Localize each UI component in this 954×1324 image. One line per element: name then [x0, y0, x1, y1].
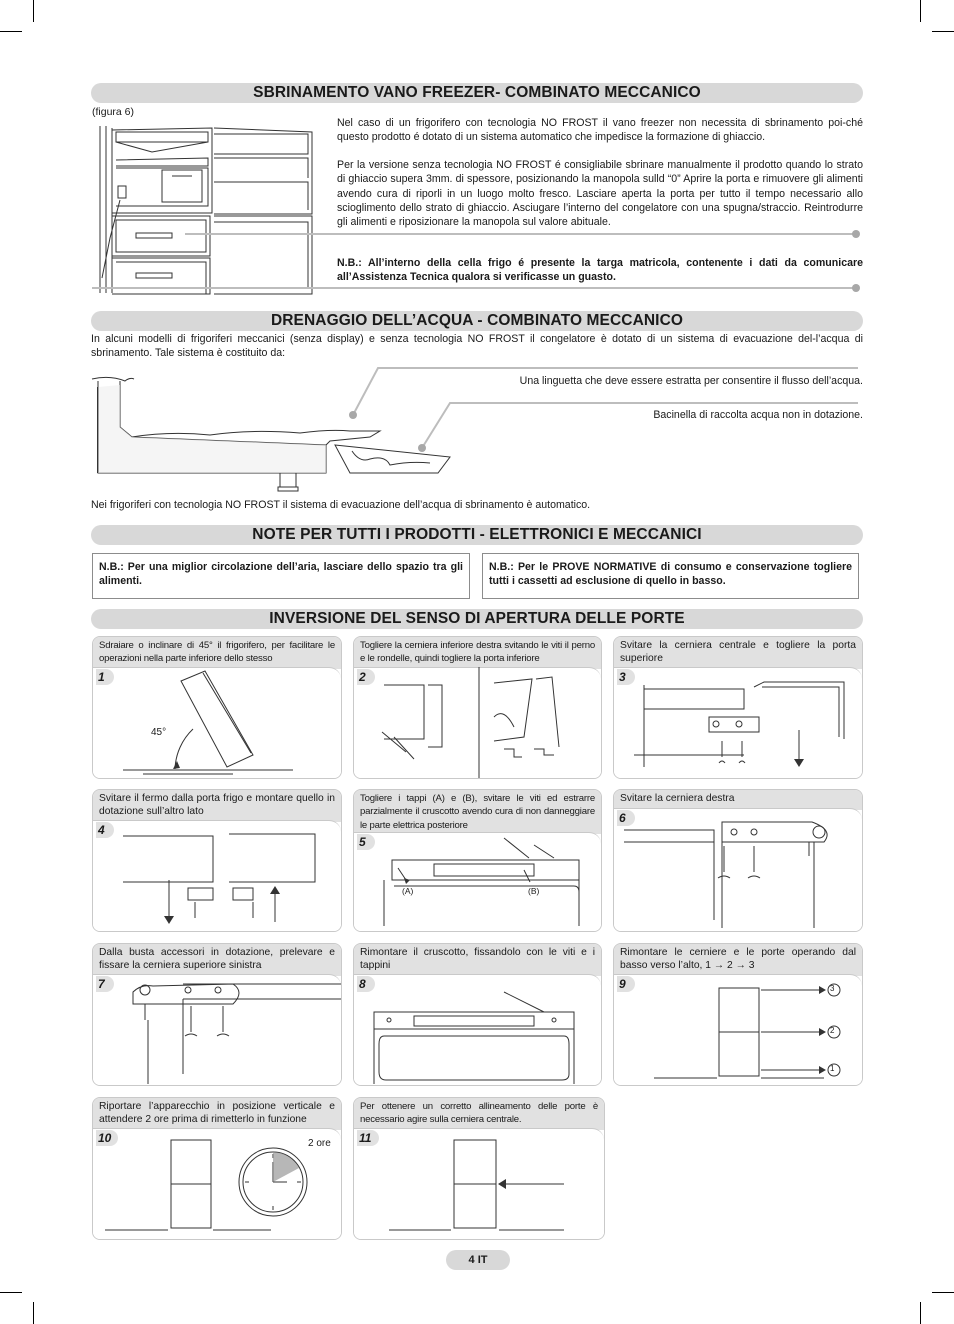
crop-mark	[920, 1302, 921, 1324]
cap-label-b: (B)	[528, 886, 540, 896]
step-card-9	[613, 943, 863, 1086]
crop-mark	[33, 0, 34, 22]
step-number: 9	[617, 976, 635, 992]
order-label-1: 1	[830, 1064, 835, 1073]
step-card-3	[613, 636, 863, 779]
cap-label-a: (A)	[402, 886, 414, 896]
angle-label: 45°	[151, 727, 167, 738]
upright-fridge-clock-illustration	[93, 1098, 342, 1240]
tilted-fridge-illustration	[93, 637, 342, 779]
step-number: 6	[617, 810, 635, 826]
crop-mark	[0, 31, 22, 32]
crop-mark	[0, 1292, 22, 1293]
step-number: 1	[96, 669, 114, 685]
order-label-2: 2	[830, 1026, 835, 1035]
step-card-1	[92, 636, 342, 779]
section-title-doors: INVERSIONE DEL SENSO DI APERTURA DELLE PORTE	[91, 609, 863, 629]
central-hinge-illustration	[614, 637, 863, 779]
step-text: Per ottenere un corretto allineamento delle porte è necessario agire sulla cerniera centrale.	[354, 1098, 604, 1130]
callout-dot	[852, 230, 860, 238]
drain-footer: Nei frigoriferi con tecnologia NO FROST il sistema di evacuazione dell’acqua di sbrinamento è automatico.	[91, 499, 591, 511]
crop-mark	[932, 31, 954, 32]
door-stop-illustration	[93, 790, 342, 932]
crop-mark	[920, 0, 921, 22]
door-alignment-illustration	[354, 1098, 605, 1240]
callout-line	[185, 233, 856, 235]
step-text: Svitare la cerniera centrale e togliere la porta superiore	[614, 637, 862, 669]
step-number: 2	[357, 669, 375, 685]
step-text: Sdraiare o inclinare di 45° il frigorifero, per facilitare le operazioni nella parte inferiore dello stesso	[93, 637, 341, 669]
defrost-paragraph-2: Per la versione senza tecnologia NO FROST é consigliabile sbrinare manualmente il prodotto quando lo strato di ghiaccio supera 3mm. di spessore, posizionando la manopola sulld “0” Aprire la porta e rimuovere gli alimenti avendo cura di riporli in un luogo molto fresco. Lasciare aperta la porta per tutto il tempo necessario allo scioglimento dello strato di ghiaccio. Asciugare l’interno del congelatore con una spugna/straccio. Reintrodurre gli alimenti e riposizionare la manopola sul valore abituale.	[337, 159, 863, 229]
crop-mark	[932, 1292, 954, 1293]
step-number: 10	[96, 1130, 118, 1146]
callout-line	[92, 287, 856, 289]
dashboard-refit-illustration	[354, 944, 602, 1086]
freezer-illustration	[92, 118, 332, 298]
drain-label-tray: Bacinella di raccolta acqua non in dotazione.	[653, 409, 863, 421]
step-number: 7	[96, 976, 114, 992]
step-text: Togliere la cerniera inferiore destra svitando le viti il perno e le rondelle, quindi togliere la porta inferiore	[354, 637, 601, 669]
step-text: Rimontare il cruscotto, fissandolo con le viti e i tappini	[354, 944, 601, 976]
step-card-11	[353, 1097, 605, 1240]
step-text: Svitare la cerniera destra	[614, 790, 862, 810]
dashboard-removal-illustration	[354, 790, 602, 932]
upper-left-hinge-illustration	[93, 944, 342, 1086]
step-card-4	[92, 789, 342, 932]
step-number: 8	[357, 976, 375, 992]
reassembly-illustration	[614, 944, 863, 1086]
page-number: 4 IT	[446, 1250, 510, 1270]
note-test-conditions: N.B.: Per le PROVE NORMATIVE di consumo e conservazione togliere tutti i cassetti ad esclusione di quello in basso.	[482, 553, 859, 599]
section-title-drain: DRENAGGIO DELL’ACQUA - COMBINATO MECCANICO	[91, 311, 863, 331]
step-card-8	[353, 943, 602, 1086]
step-card-2	[353, 636, 602, 779]
drain-label-tab: Una linguetta che deve essere estratta per consentire il flusso dell’acqua.	[519, 375, 863, 387]
step-card-10	[92, 1097, 342, 1240]
section-title-defrost: SBRINAMENTO VANO FREEZER- COMBINATO MECCANICO	[91, 83, 863, 103]
step-number: 11	[357, 1130, 379, 1146]
step-card-5	[353, 789, 602, 932]
step-text: Svitare il fermo dalla porta frigo e montare quello in dotazione sull’altro lato	[93, 790, 341, 822]
crop-mark	[33, 1302, 34, 1324]
figure-label: (figura 6)	[92, 106, 135, 118]
step-number: 3	[617, 669, 635, 685]
lower-hinge-illustration	[354, 637, 602, 779]
order-label-3: 3	[830, 984, 835, 993]
step-number: 5	[357, 834, 375, 850]
step-card-7	[92, 943, 342, 1086]
defrost-note: N.B.: All’interno della cella frigo é presente la targa matricola, contenente i dati da comunicare all’Assistenza Tecnica qualora si verificasse un guasto.	[337, 257, 863, 284]
step-text: Dalla busta accessori in dotazione, prelevare e fissare la cerniera superiore sinistra	[93, 944, 341, 976]
note-air-circulation: N.B.: Per una miglior circolazione dell’aria, lasciare dello spazio tra gli alimenti.	[92, 553, 470, 599]
step-text: Riportare l’apparecchio in posizione verticale e attendere 2 ore prima di rimetterlo in funzione	[93, 1098, 341, 1130]
step-text: Togliere i tappi (A) e (B), svitare le viti ed estrarre parzialmente il cruscotto avendo cura di non danneggiare le parte elettrica posteriore	[354, 790, 601, 834]
defrost-paragraph-1: Nel caso di un frigorifero con tecnologia NO FROST il vano freezer non necessita di sbrinamento poi-ché questo prodotto é dotato di un sistema automatico che impedisce la formazione di ghiaccio.	[337, 117, 863, 144]
clock-label: 2 ore	[308, 1138, 331, 1149]
right-hinge-illustration	[614, 790, 863, 932]
callout-dot	[852, 284, 860, 292]
step-text: Rimontare le cerniere e le porte operando dal basso verso l’alto, 1 → 2 → 3	[614, 944, 862, 976]
section-title-notes: NOTE PER TUTTI I PRODOTTI - ELETTRONICI E MECCANICI	[91, 525, 863, 545]
step-number: 4	[96, 822, 114, 838]
step-card-6	[613, 789, 863, 932]
drain-intro: In alcuni modelli di frigoriferi meccanici (senza display) e senza tecnologia NO FROST il congelatore è dotato di un sistema di evacuazione del-l’acqua di sbrinamento. Tale sistema è costituito da:	[91, 333, 863, 360]
